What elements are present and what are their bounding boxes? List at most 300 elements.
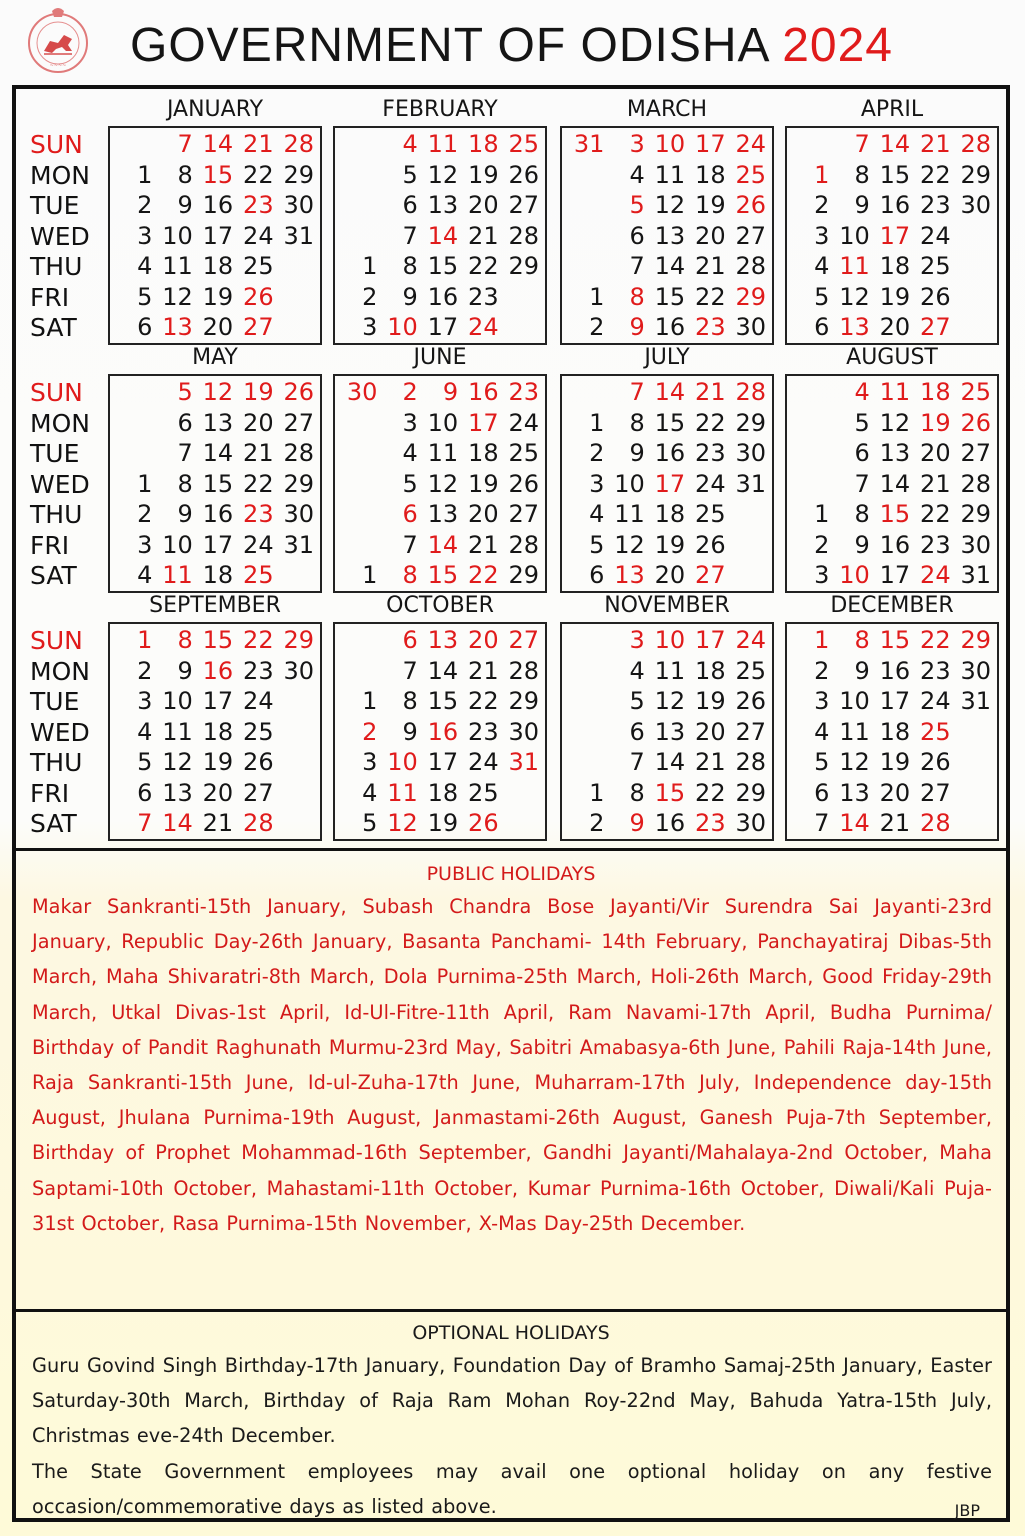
public-holidays-title: PUBLIC HOLIDAYS xyxy=(426,863,596,885)
month-days-grid xyxy=(560,622,774,841)
date-cell: 6 xyxy=(177,408,193,437)
holiday-date-cell: 18 xyxy=(468,130,499,158)
date-cell: 5 xyxy=(402,160,418,189)
holiday-date-cell: 11 xyxy=(162,561,193,589)
date-cell: 10 xyxy=(614,469,645,498)
holiday-date-cell: 9 xyxy=(629,809,645,837)
holiday-date-cell: 19 xyxy=(243,378,274,406)
date-cell: 12 xyxy=(839,748,870,776)
month-days-grid xyxy=(333,374,547,593)
date-cell: 28 xyxy=(508,656,539,685)
month-may xyxy=(108,341,322,593)
weekday-label-wed: WED xyxy=(30,469,90,499)
date-cell: 24 xyxy=(243,687,274,715)
empty-cell xyxy=(566,717,606,748)
holiday-date-cell: 10 xyxy=(387,748,418,776)
date-cell: 29 xyxy=(508,687,539,715)
date-cell: 19 xyxy=(654,530,686,559)
empty-cell xyxy=(953,282,993,313)
date-cell: 11 xyxy=(839,717,870,746)
weekday-label-tue: TUE xyxy=(30,687,80,716)
weekday-label-mon: MON xyxy=(30,160,90,190)
weekday-label-thu: THU xyxy=(30,748,83,777)
date-cell: 5 xyxy=(362,809,378,837)
date-cell: 20 xyxy=(468,191,499,219)
empty-cell xyxy=(276,560,316,591)
empty-cell xyxy=(566,251,606,282)
date-cell: 17 xyxy=(427,313,459,341)
date-cell: 1 xyxy=(362,561,378,589)
date-cell: 29 xyxy=(283,469,314,498)
weekday-label-sun: SUN xyxy=(30,130,83,159)
date-cell: 31 xyxy=(283,530,314,559)
date-cell: 23 xyxy=(920,530,951,559)
date-cell: 3 xyxy=(362,748,378,776)
date-cell: 21 xyxy=(695,252,726,280)
date-cell: 14 xyxy=(202,439,234,467)
month-november xyxy=(560,589,774,841)
date-cell: 5 xyxy=(629,687,645,715)
date-cell: 1 xyxy=(589,282,605,311)
date-cell: 20 xyxy=(879,778,911,807)
date-cell: 17 xyxy=(202,687,234,715)
holiday-date-cell: 17 xyxy=(695,626,726,654)
weekday-label-mon: MON xyxy=(30,408,90,438)
date-cell: 22 xyxy=(243,160,274,189)
date-cell: 30 xyxy=(508,717,539,746)
date-cell: 22 xyxy=(920,160,951,189)
date-cell: 18 xyxy=(879,252,911,280)
empty-cell xyxy=(114,408,154,439)
date-cell: 7 xyxy=(402,530,418,559)
holiday-date-cell: 14 xyxy=(879,130,911,158)
date-cell: 2 xyxy=(137,191,153,219)
date-cell: 2 xyxy=(814,191,830,219)
date-cell: 19 xyxy=(468,469,499,498)
holiday-date-cell: 7 xyxy=(629,378,645,406)
date-cell: 3 xyxy=(137,530,153,559)
empty-cell xyxy=(566,221,606,252)
date-cell: 12 xyxy=(654,191,686,219)
holiday-date-cell: 3 xyxy=(629,626,645,654)
holiday-date-cell: 22 xyxy=(468,561,499,589)
holiday-date-cell: 29 xyxy=(735,282,766,311)
holiday-date-cell: 11 xyxy=(387,778,418,807)
date-cell: 28 xyxy=(735,252,766,280)
date-cell: 8 xyxy=(629,408,645,437)
date-cell: 20 xyxy=(879,313,911,341)
holiday-date-cell: 17 xyxy=(654,469,686,498)
weekday-label-fri: FRI xyxy=(30,530,70,560)
date-cell: 4 xyxy=(629,656,645,685)
weekday-label-sat: SAT xyxy=(30,313,77,342)
date-cell: 18 xyxy=(202,717,234,746)
date-cell: 29 xyxy=(508,561,539,589)
date-cell: 17 xyxy=(427,748,459,776)
date-cell: 3 xyxy=(814,561,830,589)
empty-cell xyxy=(566,377,606,408)
holiday-date-cell: 1 xyxy=(814,626,830,654)
date-cell: 11 xyxy=(614,500,645,528)
date-cell: 10 xyxy=(839,687,870,715)
date-cell: 5 xyxy=(814,748,830,776)
holiday-date-cell: 13 xyxy=(839,313,870,341)
date-cell: 8 xyxy=(854,500,870,528)
empty-cell xyxy=(276,717,316,748)
date-cell: 24 xyxy=(243,530,274,559)
empty-cell xyxy=(566,686,606,717)
holiday-date-cell: 15 xyxy=(427,561,459,589)
date-cell: 27 xyxy=(508,191,539,219)
date-cell: 23 xyxy=(243,656,274,685)
holiday-date-cell: 28 xyxy=(283,130,314,158)
date-cell: 6 xyxy=(629,221,645,250)
date-cell: 14 xyxy=(427,656,459,685)
date-cell: 1 xyxy=(137,469,153,498)
date-cell: 9 xyxy=(402,282,418,311)
empty-cell xyxy=(339,469,379,500)
date-cell: 29 xyxy=(960,500,991,528)
empty-cell xyxy=(791,469,831,500)
date-cell: 8 xyxy=(402,687,418,715)
date-cell: 15 xyxy=(654,408,686,437)
weekday-label-sat: SAT xyxy=(30,809,77,838)
empty-cell xyxy=(501,778,541,809)
calendar-row-2 xyxy=(16,341,1006,591)
weekday-label-tue: TUE xyxy=(30,439,80,468)
holiday-date-cell: 29 xyxy=(960,626,991,654)
holiday-date-cell: 11 xyxy=(427,130,459,158)
weekday-label-fri: FRI xyxy=(30,282,70,312)
empty-cell xyxy=(566,160,606,191)
date-cell: 31 xyxy=(283,221,314,250)
date-cell: 18 xyxy=(202,252,234,280)
date-cell: 13 xyxy=(654,221,686,250)
month-days-grid xyxy=(785,126,999,345)
date-cell: 22 xyxy=(243,469,274,498)
date-cell: 16 xyxy=(654,439,686,467)
weekday-label-wed: WED xyxy=(30,221,90,251)
empty-cell xyxy=(953,717,993,748)
date-cell: 22 xyxy=(695,408,726,437)
empty-cell xyxy=(276,808,316,839)
date-cell: 26 xyxy=(508,469,539,498)
holiday-date-cell: 23 xyxy=(243,500,274,528)
empty-cell xyxy=(276,778,316,809)
date-cell: 27 xyxy=(920,778,951,807)
optional-holidays-text: Guru Govind Singh Birthday-17th January, Foundation Day of Bramho Samaj-25th January, Easter Saturday-30th March, Birthday of Raja Ram Mohan Roy-22nd May, Bahuda Yatra-15th July, Christmas eve-24th December. xyxy=(32,1354,992,1448)
date-cell: 4 xyxy=(814,717,830,746)
date-cell: 19 xyxy=(695,191,726,219)
holiday-date-cell: 14 xyxy=(162,809,193,837)
holiday-date-cell: 28 xyxy=(243,809,274,837)
title-year: 2024 xyxy=(782,19,893,72)
holiday-date-cell: 26 xyxy=(960,408,991,437)
date-cell: 17 xyxy=(202,530,234,559)
public-holidays-section xyxy=(16,851,1006,1309)
date-cell: 17 xyxy=(879,561,911,589)
date-cell: 25 xyxy=(243,252,274,280)
holiday-date-cell: 27 xyxy=(695,561,726,589)
holiday-date-cell: 22 xyxy=(243,626,274,654)
date-cell: 2 xyxy=(362,282,378,311)
date-cell: 26 xyxy=(735,687,766,715)
holiday-date-cell: 19 xyxy=(920,408,951,437)
month-name: DECEMBER xyxy=(830,593,954,618)
date-cell: 16 xyxy=(654,809,686,837)
holiday-date-cell: 8 xyxy=(629,282,645,311)
date-cell: 19 xyxy=(427,809,459,837)
empty-cell xyxy=(728,499,768,530)
date-cell: 11 xyxy=(162,252,193,280)
date-cell: 30 xyxy=(283,656,314,685)
holiday-date-cell: 4 xyxy=(854,378,870,406)
date-cell: 4 xyxy=(589,500,605,528)
empty-cell xyxy=(276,282,316,313)
date-cell: 27 xyxy=(508,500,539,528)
date-cell: 20 xyxy=(695,221,726,250)
holiday-date-cell: 12 xyxy=(387,809,418,837)
date-cell: 3 xyxy=(362,313,378,341)
date-cell: 24 xyxy=(468,748,499,776)
date-cell: 27 xyxy=(243,778,274,807)
date-cell: 4 xyxy=(629,160,645,189)
date-cell: 7 xyxy=(402,221,418,250)
date-cell: 1 xyxy=(362,252,378,280)
date-cell: 1 xyxy=(137,160,153,189)
empty-cell xyxy=(566,625,606,656)
empty-cell xyxy=(114,438,154,469)
date-cell: 6 xyxy=(854,439,870,467)
title-text: GOVERNMENT OF ODISHA xyxy=(130,19,768,72)
holiday-date-cell: 27 xyxy=(508,626,539,654)
date-cell: 8 xyxy=(177,160,193,189)
holiday-date-cell: 31 xyxy=(508,748,539,776)
date-cell: 27 xyxy=(735,717,766,746)
date-cell: 9 xyxy=(854,191,870,219)
date-cell: 13 xyxy=(839,778,870,807)
date-cell: 2 xyxy=(137,656,153,685)
date-cell: 6 xyxy=(402,191,418,219)
svg-text:~~~~: ~~~~ xyxy=(49,63,67,69)
holiday-date-cell: 7 xyxy=(854,130,870,158)
month-february xyxy=(333,93,547,345)
date-cell: 24 xyxy=(243,221,274,250)
date-cell: 29 xyxy=(508,252,539,280)
month-name: JULY xyxy=(644,345,690,370)
date-cell: 11 xyxy=(654,160,686,189)
holiday-date-cell: 8 xyxy=(402,561,418,589)
date-cell: 19 xyxy=(468,160,499,189)
holiday-date-cell: 13 xyxy=(427,626,459,654)
date-cell: 27 xyxy=(960,439,991,467)
empty-cell xyxy=(728,530,768,561)
date-cell: 10 xyxy=(839,221,870,250)
header xyxy=(0,0,1025,85)
date-cell: 9 xyxy=(177,656,193,685)
empty-cell xyxy=(791,438,831,469)
holiday-date-cell: 7 xyxy=(137,809,153,837)
holiday-date-cell: 28 xyxy=(735,378,766,406)
date-cell: 30 xyxy=(960,656,991,685)
date-cell: 9 xyxy=(854,656,870,685)
date-cell: 19 xyxy=(695,687,726,715)
date-cell: 7 xyxy=(854,469,870,498)
date-cell: 7 xyxy=(629,252,645,280)
date-cell: 6 xyxy=(629,717,645,746)
month-name: NOVEMBER xyxy=(604,593,730,618)
date-cell: 3 xyxy=(814,687,830,715)
date-cell: 15 xyxy=(202,469,234,498)
date-cell: 25 xyxy=(920,252,951,280)
empty-cell xyxy=(339,160,379,191)
holiday-date-cell: 1 xyxy=(814,160,830,189)
empty-cell xyxy=(276,686,316,717)
holiday-date-cell: 14 xyxy=(202,130,234,158)
empty-cell xyxy=(339,530,379,561)
holiday-date-cell: 5 xyxy=(629,191,645,219)
holiday-date-cell: 8 xyxy=(854,626,870,654)
holiday-date-cell: 16 xyxy=(202,656,234,685)
holiday-date-cell: 21 xyxy=(243,130,274,158)
empty-cell xyxy=(276,312,316,343)
date-cell: 18 xyxy=(879,717,911,746)
holiday-date-cell: 18 xyxy=(920,378,951,406)
date-cell: 12 xyxy=(879,408,911,437)
date-cell: 6 xyxy=(814,313,830,341)
empty-cell xyxy=(566,656,606,687)
date-cell: 22 xyxy=(695,282,726,311)
date-cell: 13 xyxy=(162,778,193,807)
weekday-labels xyxy=(30,130,120,344)
calendar-frame xyxy=(12,85,1010,1522)
date-cell: 17 xyxy=(879,687,911,715)
date-cell: 22 xyxy=(468,687,499,715)
empty-cell xyxy=(953,808,993,839)
empty-cell xyxy=(339,190,379,221)
date-cell: 2 xyxy=(814,656,830,685)
month-name: SEPTEMBER xyxy=(149,593,281,618)
date-cell: 10 xyxy=(427,408,459,437)
empty-cell xyxy=(728,560,768,591)
calendar-row-3 xyxy=(16,589,1006,839)
date-cell: 18 xyxy=(695,656,726,685)
date-cell: 29 xyxy=(283,160,314,189)
date-cell: 17 xyxy=(202,221,234,250)
holiday-date-cell: 15 xyxy=(654,778,686,807)
date-cell: 30 xyxy=(735,313,766,341)
holiday-date-cell: 6 xyxy=(402,626,418,654)
date-cell: 28 xyxy=(508,530,539,559)
holiday-date-cell: 13 xyxy=(162,313,193,341)
date-cell: 19 xyxy=(879,748,911,776)
month-march xyxy=(560,93,774,345)
holiday-date-cell: 23 xyxy=(508,378,539,406)
date-cell: 23 xyxy=(695,439,726,467)
date-cell: 15 xyxy=(427,252,459,280)
date-cell: 20 xyxy=(243,408,274,437)
date-cell: 20 xyxy=(202,313,234,341)
date-cell: 16 xyxy=(202,500,234,528)
date-cell: 22 xyxy=(695,778,726,807)
date-cell: 8 xyxy=(629,778,645,807)
month-name: APRIL xyxy=(860,97,924,122)
month-days-grid xyxy=(333,622,547,841)
month-december xyxy=(785,589,999,841)
date-cell: 8 xyxy=(177,469,193,498)
empty-cell xyxy=(276,251,316,282)
date-cell: 29 xyxy=(735,778,766,807)
month-days-grid xyxy=(785,374,999,593)
holiday-date-cell: 9 xyxy=(629,313,645,341)
date-cell: 9 xyxy=(629,439,645,467)
holiday-date-cell: 26 xyxy=(243,282,274,311)
date-cell: 3 xyxy=(402,408,418,437)
date-cell: 26 xyxy=(243,748,274,776)
empty-cell xyxy=(566,190,606,221)
date-cell: 13 xyxy=(202,408,234,437)
empty-cell xyxy=(791,408,831,439)
date-cell: 7 xyxy=(814,809,830,837)
holiday-date-cell: 25 xyxy=(243,561,274,589)
holiday-date-cell: 28 xyxy=(920,809,951,837)
holiday-date-cell: 22 xyxy=(920,626,951,654)
date-cell: 12 xyxy=(427,160,459,189)
date-cell: 2 xyxy=(589,313,605,341)
date-cell: 12 xyxy=(614,530,645,559)
date-cell: 12 xyxy=(162,748,193,776)
empty-cell xyxy=(953,251,993,282)
empty-cell xyxy=(953,221,993,252)
month-days-grid xyxy=(560,374,774,593)
odisha-emblem-icon xyxy=(24,3,92,75)
date-cell: 1 xyxy=(589,778,605,807)
date-cell: 31 xyxy=(960,687,991,715)
date-cell: 25 xyxy=(735,656,766,685)
date-cell: 16 xyxy=(202,191,234,219)
date-cell: 16 xyxy=(879,530,911,559)
date-cell: 21 xyxy=(695,748,726,776)
calendar-grid xyxy=(16,89,1006,848)
holiday-date-cell: 23 xyxy=(695,809,726,837)
date-cell: 10 xyxy=(162,687,193,715)
month-days-grid xyxy=(108,622,322,841)
empty-cell xyxy=(791,129,831,160)
empty-cell xyxy=(339,625,379,656)
empty-cell xyxy=(339,438,379,469)
empty-cell xyxy=(501,282,541,313)
empty-cell xyxy=(501,312,541,343)
holiday-date-cell: 21 xyxy=(920,130,951,158)
empty-cell xyxy=(791,377,831,408)
empty-cell xyxy=(566,747,606,778)
month-june xyxy=(333,341,547,593)
month-name: MARCH xyxy=(626,97,708,122)
date-cell: 5 xyxy=(589,530,605,559)
empty-cell xyxy=(501,808,541,839)
date-cell: 28 xyxy=(735,748,766,776)
holiday-date-cell: 13 xyxy=(614,561,645,589)
holiday-date-cell: 14 xyxy=(427,530,459,559)
date-cell: 28 xyxy=(960,469,991,498)
date-cell: 18 xyxy=(468,439,499,467)
date-cell: 14 xyxy=(654,748,686,776)
date-cell: 6 xyxy=(137,778,153,807)
month-october xyxy=(333,589,547,841)
holiday-date-cell: 12 xyxy=(202,378,234,406)
date-cell: 26 xyxy=(508,160,539,189)
holiday-date-cell: 10 xyxy=(387,313,418,341)
